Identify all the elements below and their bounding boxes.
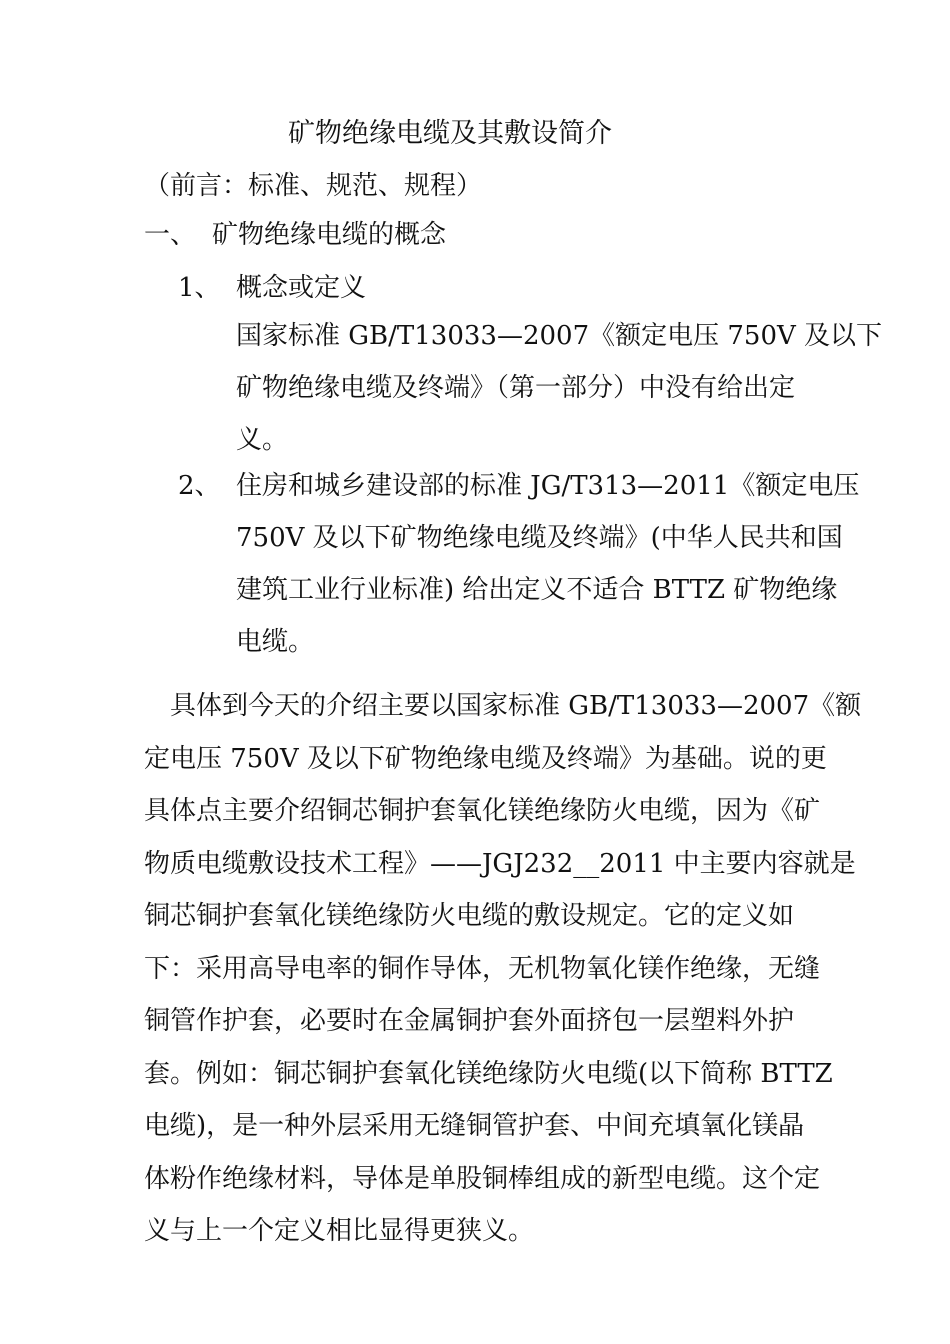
list-item-1-heading: 概念或定义 bbox=[236, 273, 367, 303]
section-title: 矿物绝缘电缆的概念 bbox=[212, 220, 447, 250]
text-line: 住房和城乡建设部的标准 JG/T313—2011《额定电压 bbox=[236, 471, 860, 501]
preface-line: （前言：标准、规范、规程） bbox=[144, 171, 483, 201]
text-line: 电缆)，是一种外层采用无缝铜管护套、中间充填氧化镁晶 bbox=[144, 1111, 805, 1141]
list-item-2-body bbox=[236, 460, 860, 668]
text-line: 物质电缆敷设技术工程》——JGJ232__2011 中主要内容就是 bbox=[144, 848, 856, 879]
section-heading bbox=[144, 213, 446, 257]
text-line: 铜管作护套，必要时在金属铜护套外面挤包一层塑料外护 bbox=[144, 1006, 795, 1036]
text-line: 下：采用高导电率的铜作导体，无机物氧化镁作绝缘，无缝 bbox=[144, 953, 821, 984]
text-line: 具体到今天的介绍主要以国家标准 GB/T13033—2007《额 bbox=[144, 691, 862, 721]
text-line: 电缆。 bbox=[236, 627, 315, 657]
text-line: 体粉作绝缘材料，导体是单股铜棒组成的新型电缆。这个定 bbox=[144, 1163, 821, 1194]
section-number: 一、 bbox=[144, 220, 197, 250]
text-line: 义。 bbox=[236, 425, 289, 455]
text-line: 建筑工业行业标准) 给出定义不适合 BTTZ 矿物绝缘 bbox=[236, 575, 838, 605]
body-paragraph bbox=[144, 680, 861, 1258]
text-line: 定电压 750V 及以下矿物绝缘电缆及终端》为基础。说的更 bbox=[144, 743, 827, 774]
document-title: 矿物绝缘电缆及其敷设简介 bbox=[288, 118, 612, 149]
text-line: 套。例如：铜芯铜护套氧化镁绝缘防火电缆(以下简称 BTTZ bbox=[144, 1058, 833, 1089]
list-item-2-number: 2、 bbox=[178, 471, 221, 501]
list-item-1-number: 1、 bbox=[178, 273, 221, 303]
text-line: 具体点主要介绍铜芯铜护套氧化镁绝缘防火电缆，因为《矿 bbox=[144, 796, 821, 826]
text-line: 铜芯铜护套氧化镁绝缘防火电缆的敷设规定。它的定义如 bbox=[144, 901, 795, 931]
text-line: 国家标准 GB/T13033—2007《额定电压 750V 及以下 bbox=[236, 321, 883, 351]
list-item-1-body bbox=[236, 310, 882, 466]
text-line: 义与上一个定义相比显得更狭义。 bbox=[144, 1216, 535, 1246]
text-line: 750V 及以下矿物绝缘电缆及终端》(中华人民共和国 bbox=[236, 523, 843, 553]
text-line: 矿物绝缘电缆及终端》（第一部分）中没有给出定 bbox=[236, 373, 796, 403]
